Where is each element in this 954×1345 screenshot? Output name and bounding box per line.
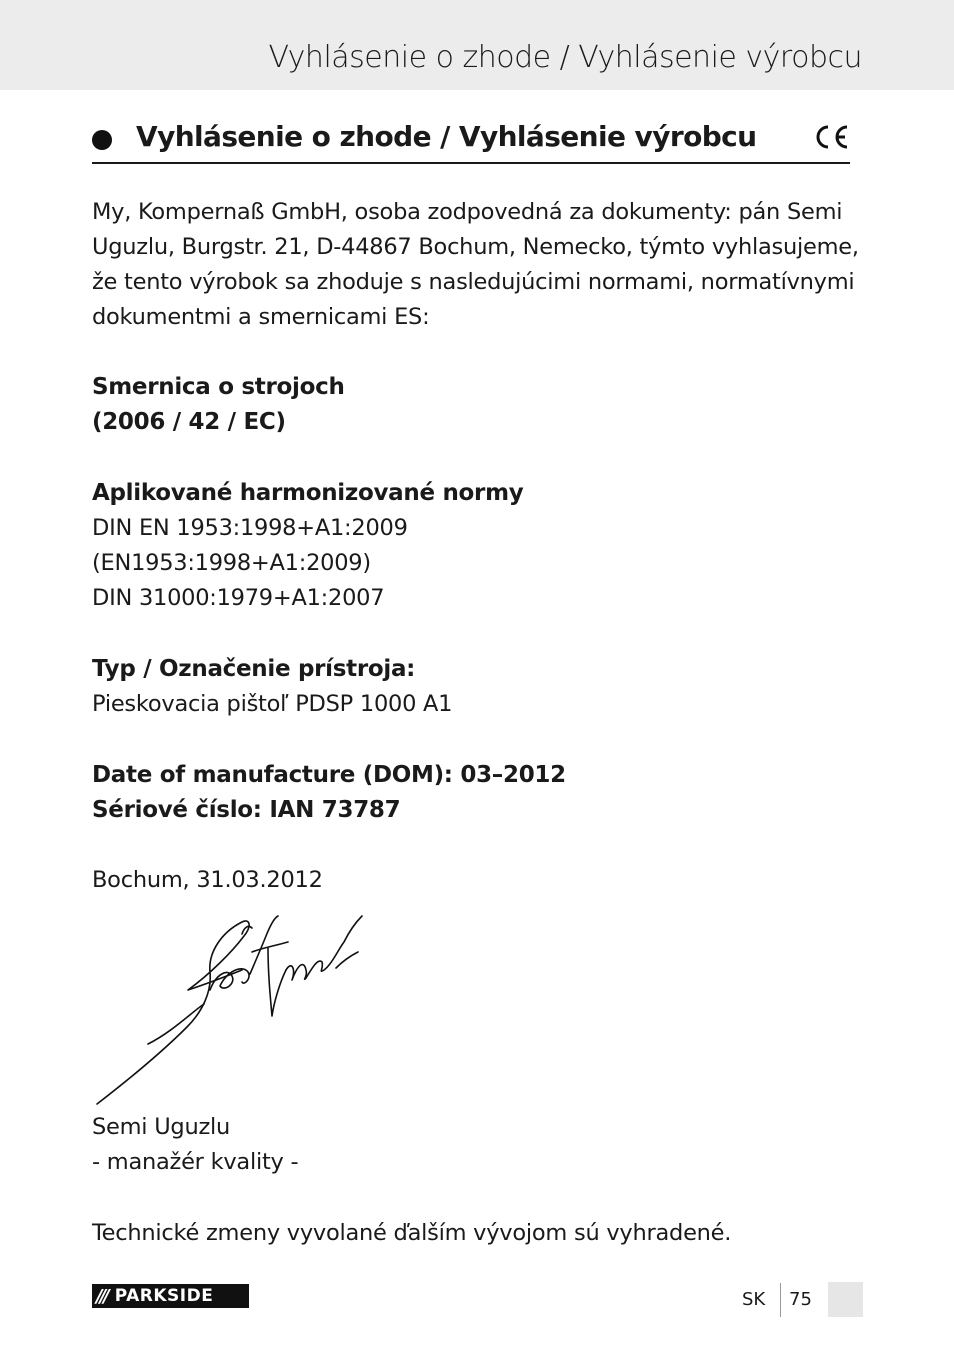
footer-language: SK — [742, 1289, 766, 1310]
device-block — [92, 652, 862, 722]
directive-number: (2006 / 42 / EC) — [92, 409, 286, 435]
directive-block — [92, 370, 862, 440]
section-heading — [92, 118, 850, 164]
place-date-text: Bochum, 31.03.2012 — [92, 867, 323, 893]
intro-line: Uguzlu, Burgstr. 21, D-44867 Bochum, Nemecko, týmto vyhlasujeme, — [92, 234, 859, 260]
signatory-role: - manažér kvality - — [92, 1149, 299, 1175]
disclaimer — [92, 1216, 862, 1251]
device-value: Pieskovacia pištoľ PDSP 1000 A1 — [92, 691, 453, 717]
intro-line: My, Kompernaß GmbH, osoba zodpovedná za dokumenty: pán Semi — [92, 199, 843, 225]
norm-item: DIN 31000:1979+A1:2007 — [92, 585, 385, 611]
bullet-icon — [92, 130, 112, 150]
page-number: 75 — [789, 1289, 812, 1310]
manufacture-date: Date of manufacture (DOM): 03–2012 — [92, 762, 566, 788]
place-date — [92, 863, 862, 898]
signatory-name: Semi Uguzlu — [92, 1114, 231, 1140]
section-title: Vyhlásenie o zhode / Vyhlásenie výrobcu — [136, 120, 757, 153]
parkside-logo — [92, 1284, 249, 1308]
footer-divider — [780, 1283, 781, 1317]
intro-line: že tento výrobok sa zhoduje s nasledujúcimi normami, normatívnymi — [92, 269, 855, 295]
norm-item: (EN1953:1998+A1:2009) — [92, 550, 371, 576]
norms-block — [92, 476, 862, 616]
intro-line: dokumentmi a smernicami ES: — [92, 304, 430, 330]
signature-image — [92, 912, 382, 1112]
serial-number: Sériové číslo: IAN 73787 — [92, 797, 401, 823]
signatory-block — [92, 1110, 862, 1180]
manufacture-block — [92, 758, 862, 828]
page-title: Vyhlásenie o zhode / Vyhlásenie výrobcu — [268, 40, 862, 75]
ce-mark-icon — [812, 124, 850, 150]
directive-name: Smernica o strojoch — [92, 374, 345, 400]
norms-heading: Aplikované harmonizované normy — [92, 480, 524, 506]
logo-brand: PARKSIDE — [114, 1286, 214, 1306]
logo-slashes: /// — [96, 1285, 107, 1307]
disclaimer-text: Technické zmeny vyvolané ďalším vývojom sú vyhradené. — [92, 1220, 732, 1246]
intro-paragraph — [92, 195, 862, 335]
device-heading: Typ / Označenie prístroja: — [92, 656, 416, 682]
norm-item: DIN EN 1953:1998+A1:2009 — [92, 515, 408, 541]
footer-tab — [828, 1282, 863, 1317]
